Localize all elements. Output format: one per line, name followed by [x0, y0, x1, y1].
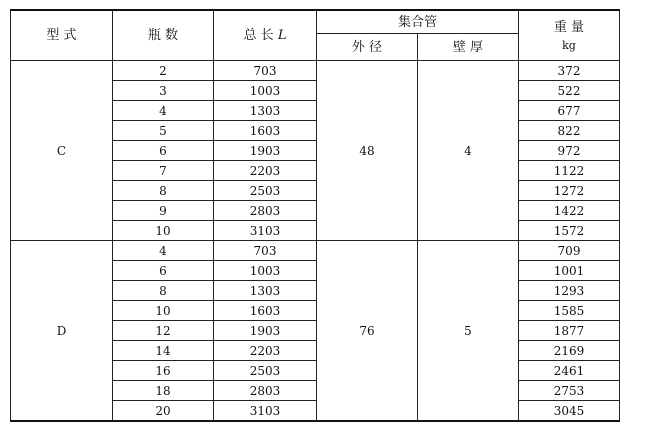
- cell-wall-thickness: 5: [418, 241, 519, 422]
- cell-bottles: 14: [113, 341, 214, 361]
- cell-weight: 1422: [519, 201, 620, 221]
- cell-bottles: 10: [113, 221, 214, 241]
- table-header: [11, 10, 620, 61]
- header-outer-diameter: 外 径: [317, 34, 418, 61]
- cell-bottles: 4: [113, 241, 214, 261]
- cell-weight: 2169: [519, 341, 620, 361]
- cell-bottles: 8: [113, 181, 214, 201]
- cell-weight: 677: [519, 101, 620, 121]
- header-manifold: 集合管: [317, 10, 519, 34]
- cell-length: 1303: [214, 101, 317, 121]
- cell-length: 2203: [214, 341, 317, 361]
- header-weight-label: 重 量: [553, 19, 585, 35]
- header-type: 型 式: [11, 10, 113, 61]
- cell-bottles: 20: [113, 401, 214, 422]
- header-wall-thickness: 壁 厚: [418, 34, 519, 61]
- cell-type: C: [11, 61, 113, 241]
- cell-bottles: 18: [113, 381, 214, 401]
- cell-bottles: 5: [113, 121, 214, 141]
- cell-length: 703: [214, 241, 317, 261]
- cell-weight: 1572: [519, 221, 620, 241]
- cell-length: 2803: [214, 381, 317, 401]
- table-row: [11, 61, 620, 81]
- spec-table: [10, 9, 620, 422]
- table-body: [11, 61, 620, 422]
- cell-length: 2503: [214, 361, 317, 381]
- cell-bottles: 6: [113, 261, 214, 281]
- cell-weight: 3045: [519, 401, 620, 422]
- cell-weight: 972: [519, 141, 620, 161]
- cell-outer-diameter: 76: [317, 241, 418, 422]
- cell-bottles: 6: [113, 141, 214, 161]
- cell-length: 1903: [214, 321, 317, 341]
- cell-bottles: 8: [113, 281, 214, 301]
- cell-length: 703: [214, 61, 317, 81]
- cell-weight: 1293: [519, 281, 620, 301]
- cell-weight: 2753: [519, 381, 620, 401]
- cell-bottles: 3: [113, 81, 214, 101]
- header-weight-unit: kg: [562, 38, 576, 52]
- cell-length: 2803: [214, 201, 317, 221]
- header-length-symbol: L: [277, 28, 287, 43]
- cell-weight: 522: [519, 81, 620, 101]
- cell-length: 1003: [214, 81, 317, 101]
- cell-bottles: 16: [113, 361, 214, 381]
- cell-weight: 1001: [519, 261, 620, 281]
- cell-length: 2203: [214, 161, 317, 181]
- cell-length: 1003: [214, 261, 317, 281]
- cell-weight: 1122: [519, 161, 620, 181]
- cell-length: 3103: [214, 221, 317, 241]
- cell-type: D: [11, 241, 113, 422]
- cell-weight: 822: [519, 121, 620, 141]
- table-row: [11, 241, 620, 261]
- cell-weight: 1877: [519, 321, 620, 341]
- cell-weight: 1272: [519, 181, 620, 201]
- cell-bottles: 7: [113, 161, 214, 181]
- header-bottles: 瓶 数: [113, 10, 214, 61]
- header-length: [214, 10, 317, 61]
- header-length-label: 总 长: [243, 28, 274, 43]
- cell-outer-diameter: 48: [317, 61, 418, 241]
- cell-weight: 2461: [519, 361, 620, 381]
- spec-table-container: [10, 9, 620, 422]
- cell-weight: 1585: [519, 301, 620, 321]
- cell-bottles: 9: [113, 201, 214, 221]
- cell-length: 2503: [214, 181, 317, 201]
- cell-bottles: 12: [113, 321, 214, 341]
- cell-wall-thickness: 4: [418, 61, 519, 241]
- cell-length: 1603: [214, 301, 317, 321]
- cell-weight: 709: [519, 241, 620, 261]
- cell-bottles: 4: [113, 101, 214, 121]
- cell-length: 1603: [214, 121, 317, 141]
- cell-bottles: 2: [113, 61, 214, 81]
- header-weight: [519, 10, 620, 61]
- cell-length: 1303: [214, 281, 317, 301]
- cell-length: 3103: [214, 401, 317, 422]
- cell-weight: 372: [519, 61, 620, 81]
- cell-length: 1903: [214, 141, 317, 161]
- cell-bottles: 10: [113, 301, 214, 321]
